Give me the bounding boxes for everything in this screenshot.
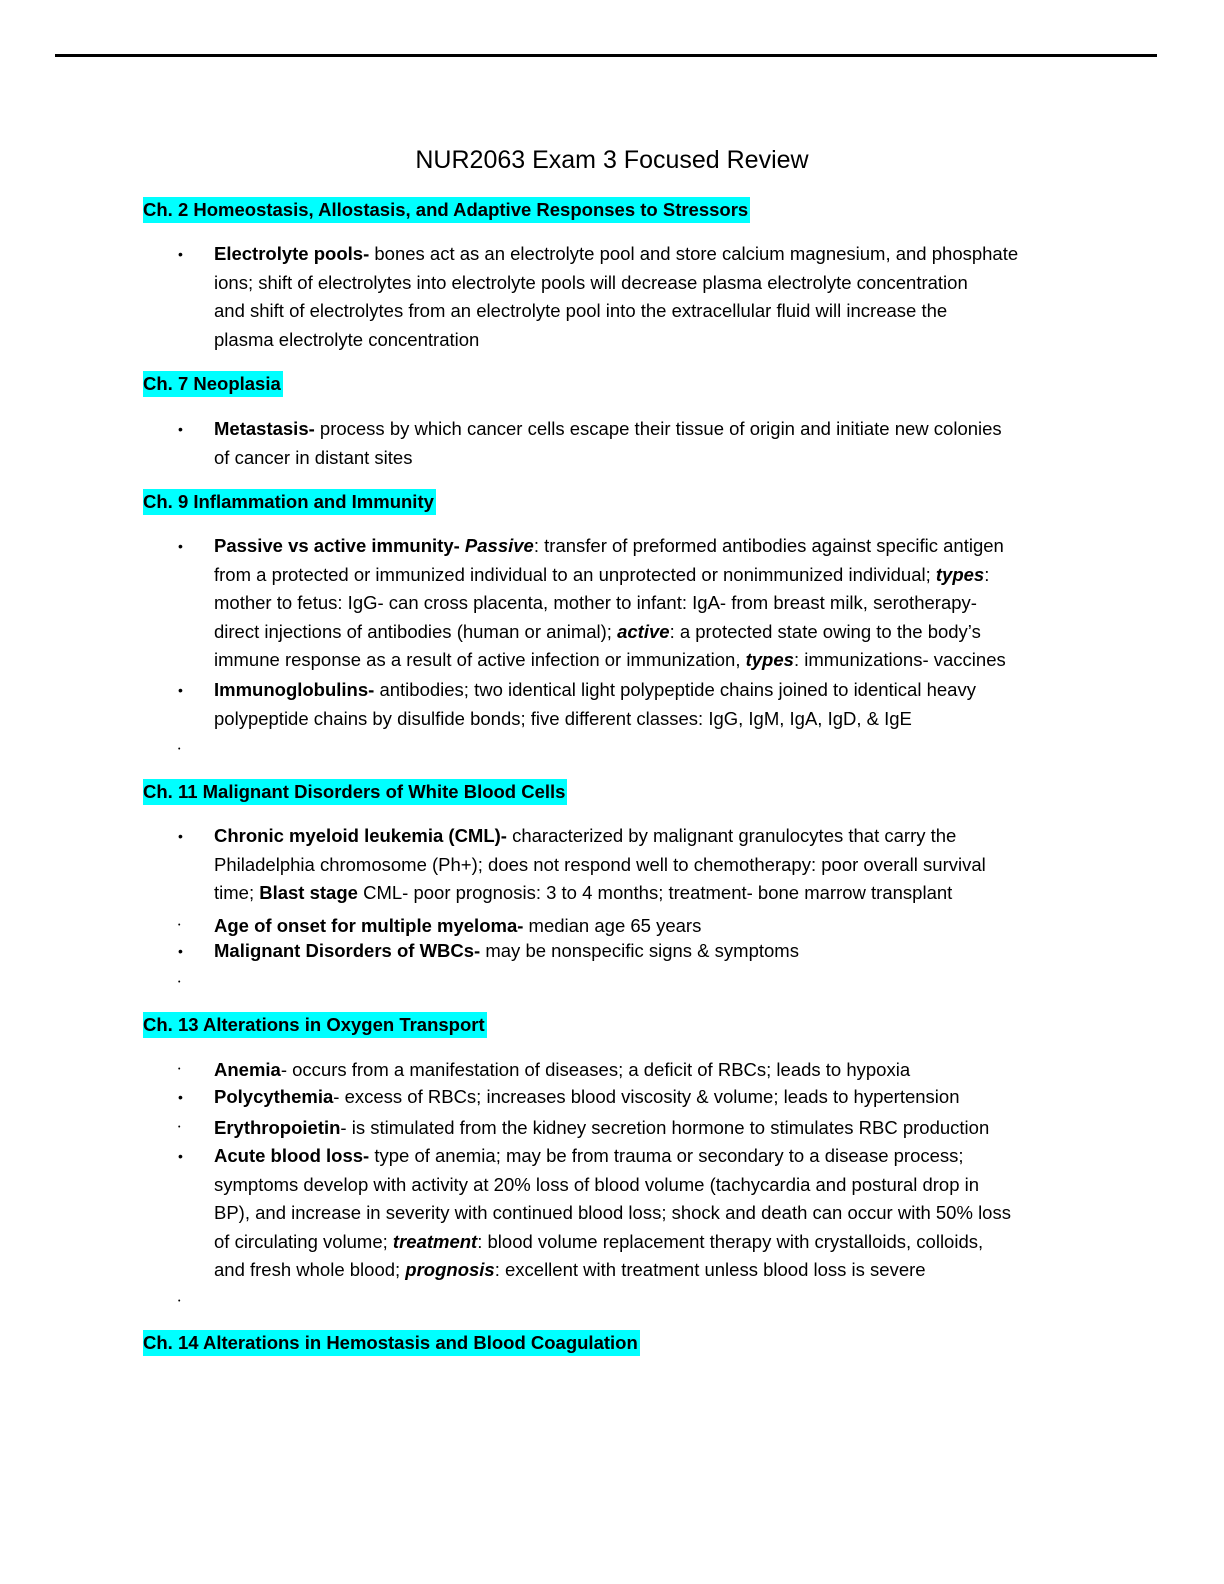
- small-bullet: •: [178, 1124, 181, 1131]
- empty-bullet: •: [178, 1298, 181, 1305]
- bullet: •: [178, 1148, 183, 1164]
- bullet: •: [178, 421, 183, 437]
- term: Anemia: [214, 1059, 281, 1080]
- term: Passive vs active immunity-: [214, 535, 460, 556]
- list-item-immunoglobulins: Immunoglobulins- antibodies; two identical light polypeptide chains joined to identical heavy polypeptide chains by disulfide bonds; five different classes: IgG, IgM, IgA, IgD, & IgE: [214, 679, 976, 729]
- bullet: •: [178, 538, 183, 554]
- list-item-malignant-wbc: Malignant Disorders of WBCs- may be nonspecific signs & symptoms: [214, 940, 799, 961]
- small-bullet: •: [178, 922, 181, 929]
- term: Metastasis-: [214, 418, 315, 439]
- section-heading-ch11: Ch. 11 Malignant Disorders of White Blood Cells: [143, 779, 567, 805]
- bullet: •: [178, 1089, 183, 1105]
- term: Polycythemia: [214, 1086, 334, 1107]
- section-heading-ch14: Ch. 14 Alterations in Hemostasis and Blood Coagulation: [143, 1330, 640, 1356]
- list-item-cml: Chronic myeloid leukemia (CML)- characterized by malignant granulocytes that carry the Philadelphia chromosome (Ph+); does not respond well to chemotherapy: poor overall survival time; Blast stage CML- poor prognosis: 3 to 4 months; treatment- bone marrow transplant: [214, 825, 986, 903]
- list-item-multiple-myeloma: Age of onset for multiple myeloma- median age 65 years: [214, 915, 702, 936]
- list-item-polycythemia: Polycythemia- excess of RBCs; increases blood viscosity & volume; leads to hypertension: [214, 1086, 960, 1107]
- list-item-acute-blood-loss: Acute blood loss- type of anemia; may be from trauma or secondary to a disease process; symptoms develop with activity at 20% loss of blood volume (tachycardia and postural drop in BP), and increase in severity with continued blood loss; shock and death can occur with 50% loss of circulating volume; treatment: blood volume replacement therapy with crystalloids, colloids, and fresh whole blood; prognosis: excellent with treatment unless blood loss is severe: [214, 1145, 1011, 1280]
- bullet: •: [178, 682, 183, 698]
- term: Chronic myeloid leukemia (CML)-: [214, 825, 507, 846]
- section-heading-ch13: Ch. 13 Alterations in Oxygen Transport: [143, 1012, 487, 1038]
- list-item-passive-active-immunity: Passive vs active immunity- Passive: transfer of preformed antibodies against specific antigen from a protected or immunized individual to an unprotected or nonimmunized individual; types: mother to fetus: IgG- can cross placenta, mother to infant: IgA- from breast milk, serotherapy- direct injections of antibodies (human or animal); active: a protected state owing to the body’s immune response as a result of active infection or immunization, types: immunizations- vaccines: [214, 535, 1006, 670]
- list-item-metastasis: Metastasis- process by which cancer cells escape their tissue of origin and initiate new colonies of cancer in distant sites: [214, 418, 1002, 468]
- list-item-anemia: Anemia- occurs from a manifestation of diseases; a deficit of RBCs; leads to hypoxia: [214, 1059, 911, 1080]
- term: Electrolyte pools-: [214, 243, 370, 264]
- bullet: •: [178, 943, 183, 959]
- bullet: •: [178, 828, 183, 844]
- term: Immunoglobulins-: [214, 679, 375, 700]
- term: Erythropoietin: [214, 1117, 341, 1138]
- empty-bullet: •: [178, 746, 181, 753]
- section-heading-ch7: Ch. 7 Neoplasia: [143, 371, 283, 397]
- term: Malignant Disorders of WBCs-: [214, 940, 481, 961]
- section-heading-ch9: Ch. 9 Inflammation and Immunity: [143, 489, 436, 515]
- term: Acute blood loss-: [214, 1145, 370, 1166]
- list-item-erythropoietin: Erythropoietin- is stimulated from the kidney secretion hormone to stimulates RBC production: [214, 1117, 990, 1138]
- section-heading-ch2: Ch. 2 Homeostasis, Allostasis, and Adaptive Responses to Stressors: [143, 197, 750, 223]
- term: Age of onset for multiple myeloma-: [214, 915, 524, 936]
- bullet: •: [178, 246, 183, 262]
- list-item-electrolyte-pools: Electrolyte pools- bones act as an electrolyte pool and store calcium magnesium, and phosphate ions; shift of electrolytes into electrolyte pools will decrease plasma electrolyte concentration and shift of electrolytes from an electrolyte pool into the extracellular fluid will increase the plasma electrolyte concentration: [214, 243, 1019, 350]
- top-rule: [55, 54, 1157, 57]
- small-bullet: •: [178, 1066, 181, 1073]
- page-title: NUR2063 Exam 3 Focused Review: [415, 146, 809, 174]
- empty-bullet: •: [178, 979, 181, 986]
